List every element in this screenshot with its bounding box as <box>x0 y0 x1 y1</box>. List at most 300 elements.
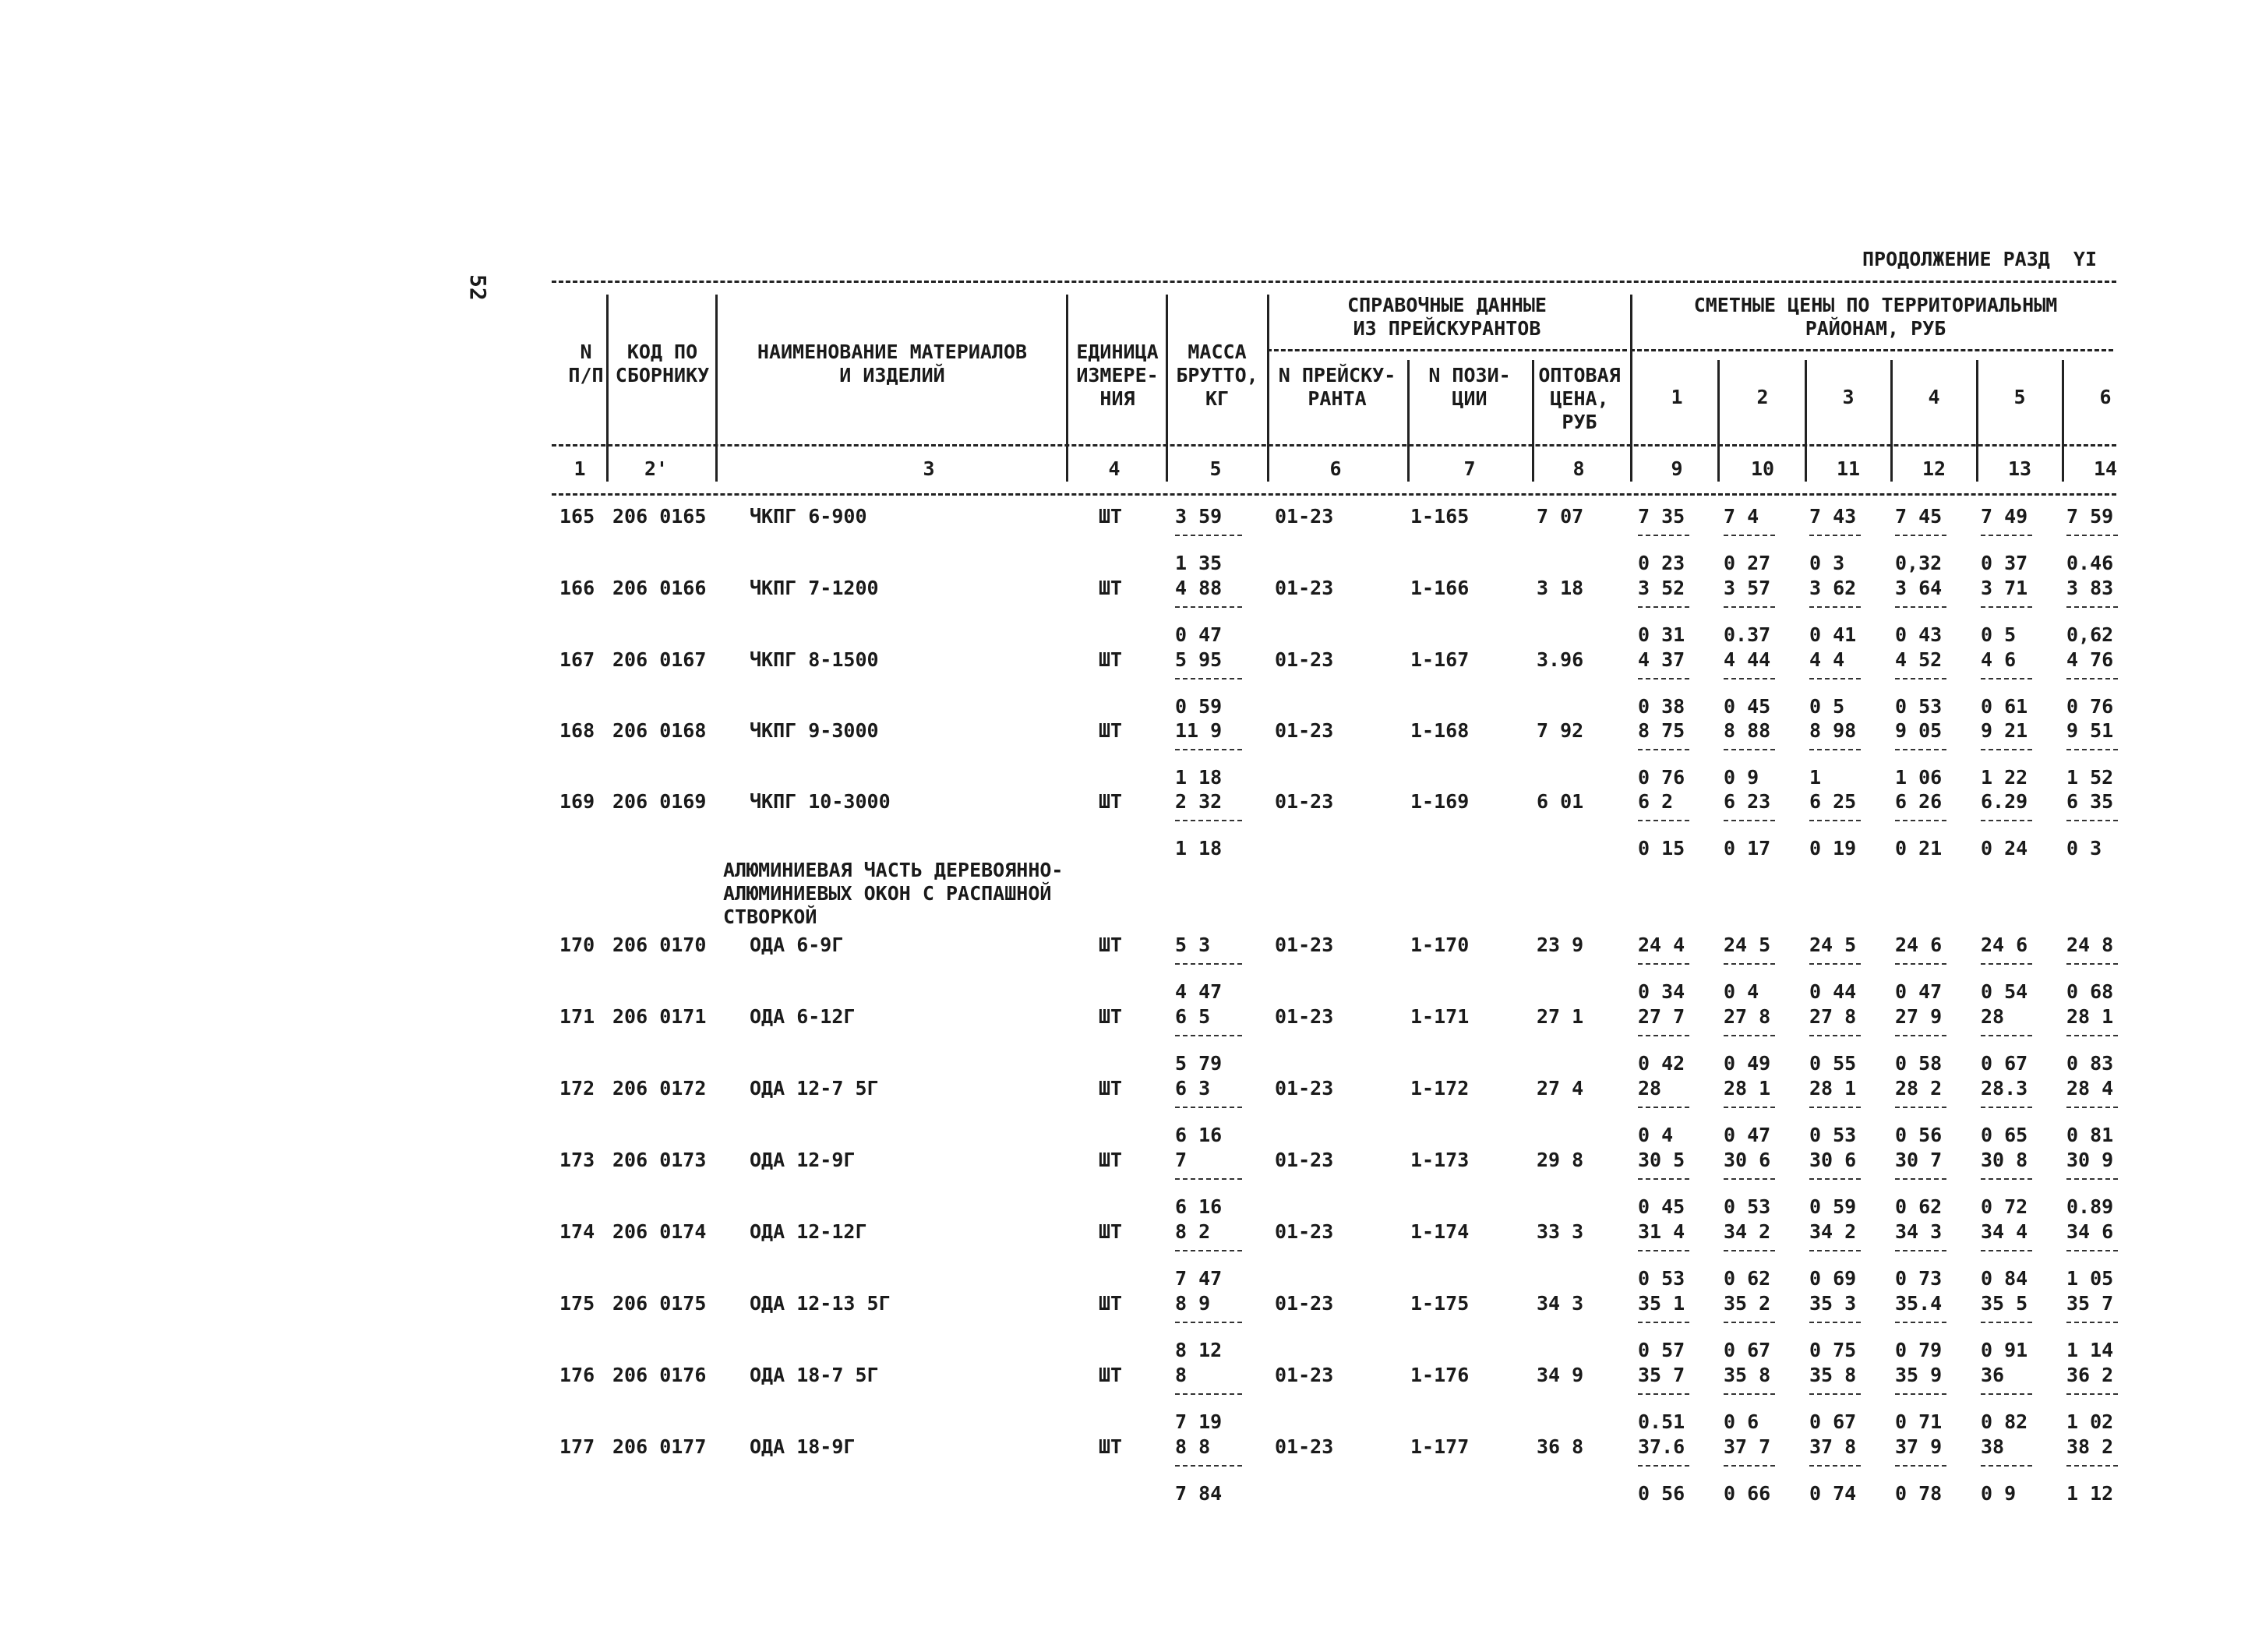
row-district-2-price: 24 5 <box>1724 934 1771 956</box>
column-separator <box>1630 295 1632 482</box>
row-district-5-secondary: 1 22 <box>1981 766 2028 789</box>
row-district-3-secondary: 0 69 <box>1809 1267 1857 1290</box>
row-district-1-secondary: 0 34 <box>1638 980 1685 1003</box>
fraction-line <box>1809 1178 1861 1180</box>
row-district-2-secondary: 0 6 <box>1724 1410 1759 1433</box>
row-district-5-secondary: 0 91 <box>1981 1339 2028 1361</box>
row-district-3-price: 27 8 <box>1809 1005 1857 1028</box>
fraction-line <box>1175 1178 1242 1180</box>
fraction-line <box>1175 1107 1242 1108</box>
fraction-line <box>1895 1393 1946 1395</box>
row-district-1-price: 4 37 <box>1638 648 1685 671</box>
column-separator <box>1532 360 1534 482</box>
row-district-2-secondary: 0 67 <box>1724 1339 1771 1361</box>
fraction-line <box>1981 963 2032 965</box>
row-district-2-secondary: 0 4 <box>1724 980 1759 1003</box>
fraction-line <box>1638 1178 1689 1180</box>
row-mass: 5 95 <box>1175 648 1223 671</box>
header-col-number-3: 3 <box>923 457 935 480</box>
fraction-line <box>1175 1250 1242 1251</box>
header-ref-group: СПРАВОЧНЫЕ ДАННЫЕ ИЗ ПРЕЙСКУРАНТОВ <box>1347 294 1547 340</box>
row-district-2-price: 3 57 <box>1724 577 1771 599</box>
row-district-5-secondary: 0 61 <box>1981 695 2028 718</box>
row-number: 171 <box>559 1005 595 1028</box>
row-district-2-price: 27 8 <box>1724 1005 1771 1028</box>
row-district-1-price: 24 4 <box>1638 934 1685 956</box>
row-district-3-price: 37 8 <box>1809 1435 1857 1458</box>
row-district-5-price: 7 49 <box>1981 505 2028 528</box>
fraction-line <box>1724 1250 1775 1251</box>
fraction-line <box>1638 606 1689 608</box>
row-pricelist: 01-23 <box>1275 934 1334 956</box>
fraction-line <box>2066 606 2118 608</box>
column-separator <box>715 295 718 482</box>
row-code: 206 0172 <box>612 1077 707 1100</box>
row-district-1-price: 6 2 <box>1638 790 1674 813</box>
fraction-line <box>1895 678 1946 680</box>
header-mid-rule-ref <box>1267 349 1627 351</box>
row-district-5-price: 6.29 <box>1981 790 2028 813</box>
row-position: 1-171 <box>1410 1005 1470 1028</box>
row-code: 206 0167 <box>612 648 707 671</box>
row-district-3-price: 7 43 <box>1809 505 1857 528</box>
row-unit: ШТ <box>1099 790 1123 813</box>
row-position: 1-176 <box>1410 1364 1470 1386</box>
row-district-1-secondary: 0 15 <box>1638 837 1685 860</box>
row-district-5-price: 24 6 <box>1981 934 2028 956</box>
row-wholesale-price: 7 92 <box>1537 719 1584 742</box>
row-district-1-secondary: 0 53 <box>1638 1267 1685 1290</box>
row-district-4-secondary: 0 71 <box>1895 1410 1943 1433</box>
fraction-line <box>2066 1035 2118 1036</box>
row-district-6-secondary: 1 52 <box>2066 766 2114 789</box>
row-wholesale-price: 27 4 <box>1537 1077 1584 1100</box>
column-separator <box>1066 295 1068 482</box>
header-district-1: 1 <box>1671 386 1683 408</box>
header-col-number-2: 2' <box>644 457 669 480</box>
row-district-3-price: 6 25 <box>1809 790 1857 813</box>
row-district-6-price: 24 8 <box>2066 934 2114 956</box>
row-number: 173 <box>559 1149 595 1171</box>
fraction-line <box>1638 1107 1689 1108</box>
row-mass-secondary: 7 19 <box>1175 1410 1223 1433</box>
row-wholesale-price: 7 07 <box>1537 505 1584 528</box>
row-district-6-secondary: 1 14 <box>2066 1339 2114 1361</box>
row-district-5-price: 38 <box>1981 1435 2005 1458</box>
row-district-5-secondary: 0 24 <box>1981 837 2028 860</box>
fraction-line <box>1895 1035 1946 1036</box>
row-district-5-secondary: 0 65 <box>1981 1124 2028 1146</box>
row-district-3-price: 34 2 <box>1809 1220 1857 1243</box>
fraction-line <box>1981 606 2032 608</box>
header-code: КОД ПО СБОРНИКУ <box>615 341 710 387</box>
fraction-line <box>1895 963 1946 965</box>
row-district-2-price: 35 2 <box>1724 1292 1771 1315</box>
row-pricelist: 01-23 <box>1275 505 1334 528</box>
row-district-3-secondary: 0 41 <box>1809 623 1857 646</box>
row-district-5-secondary: 0 67 <box>1981 1052 2028 1075</box>
row-wholesale-price: 3 18 <box>1537 577 1584 599</box>
fraction-line <box>1175 820 1242 821</box>
header-pricelist: N ПРЕЙСКУ- РАНТА <box>1278 364 1396 410</box>
row-code: 206 0169 <box>612 790 707 813</box>
row-district-4-secondary: 0 79 <box>1895 1339 1943 1361</box>
fraction-line <box>1638 749 1689 750</box>
row-district-4-secondary: 0 78 <box>1895 1482 1943 1505</box>
section-title: АЛЮМИНИЕВАЯ ЧАСТЬ ДЕРЕВОЯННО- АЛЮМИНИЕВЫХ ОКОН С РАСПАШНОЙ СТВОРКОЙ <box>723 859 1064 928</box>
fraction-line <box>1809 678 1861 680</box>
row-district-6-secondary: 0,62 <box>2066 623 2114 646</box>
fraction-line <box>1809 1393 1861 1395</box>
row-district-6-price: 7 59 <box>2066 505 2114 528</box>
row-district-2-price: 30 6 <box>1724 1149 1771 1171</box>
row-district-6-price: 9 51 <box>2066 719 2114 742</box>
row-name: ОДА 12-12Г <box>750 1220 867 1243</box>
row-unit: ШТ <box>1099 577 1123 599</box>
row-unit: ШТ <box>1099 1435 1123 1458</box>
row-mass: 5 3 <box>1175 934 1211 956</box>
row-district-5-price: 28.3 <box>1981 1077 2028 1100</box>
fraction-line <box>1981 1465 2032 1467</box>
row-district-2-price: 7 4 <box>1724 505 1759 528</box>
fraction-line <box>1724 749 1775 750</box>
row-name: ОДА 6-12Г <box>750 1005 856 1028</box>
row-district-1-secondary: 0 38 <box>1638 695 1685 718</box>
row-district-3-secondary: 0 44 <box>1809 980 1857 1003</box>
row-district-4-price: 30 7 <box>1895 1149 1943 1171</box>
row-wholesale-price: 33 3 <box>1537 1220 1584 1243</box>
header-col-number-14: 14 <box>2093 457 2118 480</box>
row-district-2-price: 6 23 <box>1724 790 1771 813</box>
row-district-6-price: 3 83 <box>2066 577 2114 599</box>
row-mass: 8 9 <box>1175 1292 1211 1315</box>
fraction-line <box>1724 1035 1775 1036</box>
row-district-3-price: 35 3 <box>1809 1292 1857 1315</box>
row-wholesale-price: 23 9 <box>1537 934 1584 956</box>
row-district-2-secondary: 0 53 <box>1724 1195 1771 1218</box>
fraction-line <box>2066 678 2118 680</box>
row-district-1-price: 3 52 <box>1638 577 1685 599</box>
row-mass-secondary: 4 47 <box>1175 980 1223 1003</box>
fraction-line <box>1981 749 2032 750</box>
row-district-4-secondary: 0 56 <box>1895 1124 1943 1146</box>
row-wholesale-price: 6 01 <box>1537 790 1584 813</box>
row-name: ЧКПГ 6-900 <box>750 505 867 528</box>
row-district-3-price: 28 1 <box>1809 1077 1857 1100</box>
row-district-4-price: 3 64 <box>1895 577 1943 599</box>
row-district-6-price: 6 35 <box>2066 790 2114 813</box>
row-position: 1-169 <box>1410 790 1470 813</box>
row-district-2-secondary: 0 17 <box>1724 837 1771 860</box>
fraction-line <box>1724 820 1775 821</box>
row-district-3-price: 24 5 <box>1809 934 1857 956</box>
fraction-line <box>1981 1107 2032 1108</box>
row-name: ОДА 6-9Г <box>750 934 844 956</box>
row-mass-secondary: 7 84 <box>1175 1482 1223 1505</box>
fraction-line <box>1175 606 1242 608</box>
fraction-line <box>2066 1107 2118 1108</box>
row-district-6-secondary: 1 02 <box>2066 1410 2114 1433</box>
row-code: 206 0170 <box>612 934 707 956</box>
fraction-line <box>1724 535 1775 536</box>
row-code: 206 0168 <box>612 719 707 742</box>
fraction-line <box>1981 1035 2032 1036</box>
fraction-line <box>1981 1178 2032 1180</box>
row-district-1-price: 7 35 <box>1638 505 1685 528</box>
header-top-rule <box>552 281 2116 283</box>
row-district-3-price: 3 62 <box>1809 577 1857 599</box>
fraction-line <box>1809 1035 1861 1036</box>
fraction-line <box>1175 963 1242 965</box>
fraction-line <box>1895 1107 1946 1108</box>
fraction-line <box>1175 1322 1242 1323</box>
column-separator <box>606 295 609 482</box>
row-code: 206 0171 <box>612 1005 707 1028</box>
fraction-line <box>1724 1393 1775 1395</box>
fraction-line <box>1809 749 1861 750</box>
row-district-5-secondary: 0 72 <box>1981 1195 2028 1218</box>
row-district-5-price: 9 21 <box>1981 719 2028 742</box>
fraction-line <box>1724 1178 1775 1180</box>
row-number: 168 <box>559 719 595 742</box>
column-separator <box>1267 295 1269 482</box>
row-mass-secondary: 1 18 <box>1175 837 1223 860</box>
row-mass: 8 <box>1175 1364 1188 1386</box>
row-unit: ШТ <box>1099 1364 1123 1386</box>
fraction-line <box>2066 820 2118 821</box>
header-district-2: 2 <box>1756 386 1769 408</box>
row-district-4-secondary: 0 62 <box>1895 1195 1943 1218</box>
row-district-4-price: 4 52 <box>1895 648 1943 671</box>
row-unit: ШТ <box>1099 1149 1123 1171</box>
row-district-6-price: 30 9 <box>2066 1149 2114 1171</box>
row-wholesale-price: 34 3 <box>1537 1292 1584 1315</box>
row-district-4-price: 35 9 <box>1895 1364 1943 1386</box>
fraction-line <box>1724 606 1775 608</box>
fraction-line <box>2066 1250 2118 1251</box>
row-mass: 8 2 <box>1175 1220 1211 1243</box>
row-mass: 8 8 <box>1175 1435 1211 1458</box>
header-col-number-10: 10 <box>1750 457 1775 480</box>
row-district-6-secondary: 0 83 <box>2066 1052 2114 1075</box>
row-unit: ШТ <box>1099 1077 1123 1100</box>
row-code: 206 0166 <box>612 577 707 599</box>
row-number: 169 <box>559 790 595 813</box>
row-position: 1-173 <box>1410 1149 1470 1171</box>
row-wholesale-price: 27 1 <box>1537 1005 1584 1028</box>
fraction-line <box>2066 1465 2118 1467</box>
fraction-line <box>1638 678 1689 680</box>
header-col-number-9: 9 <box>1671 457 1683 480</box>
header-district-3: 3 <box>1842 386 1855 408</box>
row-district-3-secondary: 0 55 <box>1809 1052 1857 1075</box>
row-district-6-price: 28 4 <box>2066 1077 2114 1100</box>
fraction-line <box>1638 1465 1689 1467</box>
fraction-line <box>1895 1250 1946 1251</box>
fraction-line <box>1724 1107 1775 1108</box>
header-col-number-1: 1 <box>573 457 586 480</box>
row-district-1-price: 30 5 <box>1638 1149 1685 1171</box>
header-col-number-12: 12 <box>1922 457 1946 480</box>
fraction-line <box>1638 820 1689 821</box>
header-col-number-11: 11 <box>1836 457 1861 480</box>
row-pricelist: 01-23 <box>1275 577 1334 599</box>
row-unit: ШТ <box>1099 648 1123 671</box>
row-district-5-price: 3 71 <box>1981 577 2028 599</box>
row-district-6-price: 4 76 <box>2066 648 2114 671</box>
row-number: 172 <box>559 1077 595 1100</box>
row-district-4-secondary: 0 58 <box>1895 1052 1943 1075</box>
row-district-3-price: 35 8 <box>1809 1364 1857 1386</box>
fraction-line <box>1638 1393 1689 1395</box>
row-district-5-price: 4 6 <box>1981 648 2017 671</box>
row-pricelist: 01-23 <box>1275 1149 1334 1171</box>
row-mass-secondary: 6 16 <box>1175 1124 1223 1146</box>
row-district-3-secondary: 0 53 <box>1809 1124 1857 1146</box>
row-district-2-price: 37 7 <box>1724 1435 1771 1458</box>
row-unit: ШТ <box>1099 719 1123 742</box>
row-pricelist: 01-23 <box>1275 1077 1334 1100</box>
row-name: ОДА 18-7 5Г <box>750 1364 879 1386</box>
fraction-line <box>1809 1465 1861 1467</box>
header-district-4: 4 <box>1928 386 1940 408</box>
row-district-5-secondary: 0 84 <box>1981 1267 2028 1290</box>
header-col-number-5: 5 <box>1209 457 1222 480</box>
row-district-1-price: 31 4 <box>1638 1220 1685 1243</box>
row-district-5-secondary: 0 9 <box>1981 1482 2017 1505</box>
row-code: 206 0177 <box>612 1435 707 1458</box>
header-col-number-4: 4 <box>1108 457 1120 480</box>
row-district-4-secondary: 0 53 <box>1895 695 1943 718</box>
row-code: 206 0175 <box>612 1292 707 1315</box>
fraction-line <box>1895 749 1946 750</box>
fraction-line <box>1981 820 2032 821</box>
row-wholesale-price: 34 9 <box>1537 1364 1584 1386</box>
fraction-line <box>1895 820 1946 821</box>
fraction-line <box>1981 1250 2032 1251</box>
row-district-6-price: 28 1 <box>2066 1005 2114 1028</box>
row-district-6-secondary: 1 12 <box>2066 1482 2114 1505</box>
row-name: ОДА 12-13 5Г <box>750 1292 891 1315</box>
row-district-1-secondary: 0 31 <box>1638 623 1685 646</box>
header-unit: ЕДИНИЦА ИЗМЕРЕ- НИЯ <box>1076 341 1159 410</box>
continuation-label: ПРОДОЛЖЕНИЕ РАЗД YI <box>1862 248 2098 270</box>
row-mass: 6 3 <box>1175 1077 1211 1100</box>
row-name: ЧКПГ 8-1500 <box>750 648 879 671</box>
fraction-line <box>1724 678 1775 680</box>
fraction-line <box>1175 749 1242 750</box>
row-district-5-price: 30 8 <box>1981 1149 2028 1171</box>
fraction-line <box>1638 535 1689 536</box>
fraction-line <box>1895 606 1946 608</box>
row-name: ОДА 18-9Г <box>750 1435 856 1458</box>
row-district-6-secondary: 0.89 <box>2066 1195 2114 1218</box>
column-separator <box>1407 360 1410 482</box>
row-district-4-secondary: 0,32 <box>1895 552 1943 574</box>
row-district-3-price: 30 6 <box>1809 1149 1857 1171</box>
row-number: 167 <box>559 648 595 671</box>
row-pricelist: 01-23 <box>1275 1364 1334 1386</box>
fraction-line <box>1175 678 1242 680</box>
header-mid-rule-price <box>1630 349 2113 351</box>
row-mass-secondary: 5 79 <box>1175 1052 1223 1075</box>
row-position: 1-174 <box>1410 1220 1470 1243</box>
row-position: 1-170 <box>1410 934 1470 956</box>
fraction-line <box>2066 749 2118 750</box>
fraction-line <box>1638 1250 1689 1251</box>
row-district-5-secondary: 0 82 <box>1981 1410 2028 1433</box>
row-district-2-price: 35 8 <box>1724 1364 1771 1386</box>
column-separator <box>1976 360 1978 482</box>
row-district-1-price: 27 7 <box>1638 1005 1685 1028</box>
header-wholesale-price: ОПТОВАЯ ЦЕНА, РУБ <box>1538 364 1621 433</box>
row-number: 175 <box>559 1292 595 1315</box>
row-district-4-price: 35.4 <box>1895 1292 1943 1315</box>
row-district-2-secondary: 0 9 <box>1724 766 1759 789</box>
fraction-line <box>1175 1465 1242 1467</box>
row-position: 1-168 <box>1410 719 1470 742</box>
row-district-2-price: 28 1 <box>1724 1077 1771 1100</box>
header-bottom-rule <box>552 444 2116 447</box>
row-district-6-price: 36 2 <box>2066 1364 2114 1386</box>
fraction-line <box>1809 963 1861 965</box>
row-unit: ШТ <box>1099 1005 1123 1028</box>
row-district-5-price: 36 <box>1981 1364 2005 1386</box>
row-district-6-secondary: 0.46 <box>2066 552 2114 574</box>
column-separator <box>1166 295 1168 482</box>
row-name: ОДА 12-9Г <box>750 1149 856 1171</box>
row-district-1-secondary: 0 56 <box>1638 1482 1685 1505</box>
row-district-4-price: 34 3 <box>1895 1220 1943 1243</box>
row-district-1-price: 28 <box>1638 1077 1662 1100</box>
row-district-4-secondary: 0 73 <box>1895 1267 1943 1290</box>
fraction-line <box>1724 1465 1775 1467</box>
fraction-line <box>1175 1035 1242 1036</box>
row-number: 174 <box>559 1220 595 1243</box>
row-district-1-price: 35 1 <box>1638 1292 1685 1315</box>
header-price-group: СМЕТНЫЕ ЦЕНЫ ПО ТЕРРИТОРИАЛЬНЫМ РАЙОНАМ, РУБ <box>1693 294 2058 340</box>
row-district-1-secondary: 0 4 <box>1638 1124 1674 1146</box>
fraction-line <box>1638 963 1689 965</box>
row-number: 165 <box>559 505 595 528</box>
row-district-2-secondary: 0 62 <box>1724 1267 1771 1290</box>
row-pricelist: 01-23 <box>1275 719 1334 742</box>
row-mass-secondary: 1 35 <box>1175 552 1223 574</box>
row-number: 176 <box>559 1364 595 1386</box>
fraction-line <box>2066 1322 2118 1323</box>
row-district-4-price: 24 6 <box>1895 934 1943 956</box>
row-district-3-price: 4 4 <box>1809 648 1845 671</box>
row-district-1-secondary: 0 23 <box>1638 552 1685 574</box>
row-district-4-price: 6 26 <box>1895 790 1943 813</box>
fraction-line <box>1175 535 1242 536</box>
header-col-number-6: 6 <box>1329 457 1342 480</box>
row-code: 206 0174 <box>612 1220 707 1243</box>
row-position: 1-172 <box>1410 1077 1470 1100</box>
fraction-line <box>1724 963 1775 965</box>
row-pricelist: 01-23 <box>1275 1292 1334 1315</box>
header-district-6: 6 <box>2099 386 2112 408</box>
row-district-2-secondary: 0.37 <box>1724 623 1771 646</box>
row-district-4-price: 37 9 <box>1895 1435 1943 1458</box>
row-district-5-secondary: 0 37 <box>1981 552 2028 574</box>
header-col-number-13: 13 <box>2007 457 2032 480</box>
row-district-3-secondary: 0 67 <box>1809 1410 1857 1433</box>
row-district-2-secondary: 0 47 <box>1724 1124 1771 1146</box>
row-district-6-secondary: 0 76 <box>2066 695 2114 718</box>
fraction-line <box>1809 1250 1861 1251</box>
column-separator <box>1805 360 1807 482</box>
